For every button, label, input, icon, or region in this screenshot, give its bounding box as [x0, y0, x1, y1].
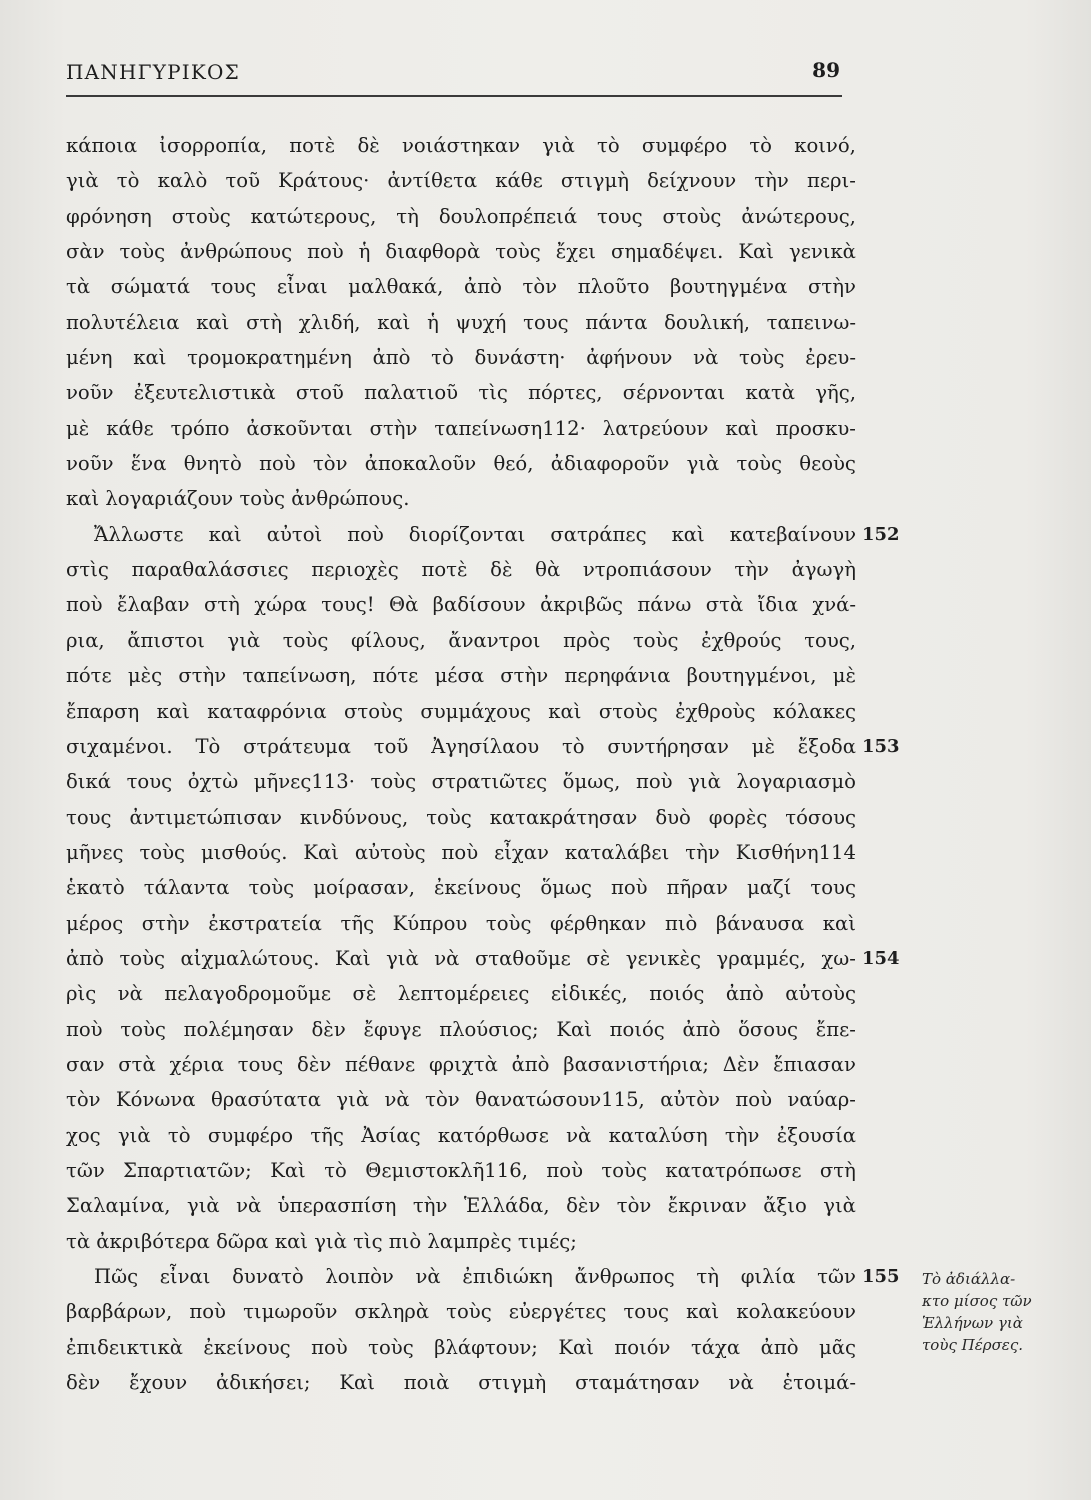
text-line: ρὶς νὰ πελαγοδρομοῦμε σὲ λεπτομέρειες εἰδικές, ποιός ἀπὸ αὐτοὺς — [66, 982, 856, 1006]
text-line: τὰ σώματά τους εἶναι μαλθακά, ἀπὸ τὸν πλοῦτο βουτηγμένα στὴν — [66, 275, 856, 299]
text-line: τῶν Σπαρτιατῶν; Καὶ τὸ Θεμιστοκλῆ116, ποὺ τοὺς κατατρόπωσε στὴ — [66, 1158, 856, 1182]
section-number-155: 155 — [862, 1266, 900, 1287]
text-line: Σαλαμίνα, γιὰ νὰ ὑπερασπίση τὴν Ἑλλάδα, δὲν τὸν ἔκριναν ἄξιο γιὰ — [66, 1194, 856, 1218]
section-number-154: 154 — [862, 948, 900, 969]
text-line: σαν στὰ χέρια τους δὲν πέθανε φριχτὰ ἀπὸ βασανιστήρια; Δὲν ἔπιασαν — [66, 1052, 856, 1076]
text-line: δὲν ἔχουν ἀδικήσει; Καὶ ποιὰ στιγμὴ σταμάτησαν νὰ ἑτοιμά- — [66, 1371, 856, 1395]
body-text — [66, 128, 856, 1400]
text-line: νοῦν ἐξευτελιστικὰ στοῦ παλατιοῦ τὶς πόρτες, σέρνονται κατὰ γῆς, — [66, 381, 856, 405]
margin-note-line: Ἑλλήνων γιὰ — [922, 1314, 1023, 1332]
section-number-152: 152 — [862, 524, 900, 545]
text-line: ἐπιδεικτικὰ ἐκείνους ποὺ τοὺς βλάφτουν; Καὶ ποιόν τάχα ἀπὸ μᾶς — [66, 1335, 856, 1359]
text-line: ρια, ἄπιστοι γιὰ τοὺς φίλους, ἄναντροι πρὸς τοὺς ἐχθρούς τους, — [66, 628, 856, 652]
text-line: πολυτέλεια καὶ στὴ χλιδή, καὶ ἡ ψυχή τους πάντα δουλική, ταπεινω- — [66, 310, 856, 334]
running-title: ΠΑΝΗΓΥΡΙΚΟΣ — [66, 60, 240, 84]
running-head — [66, 58, 840, 92]
text-line: μέρος στὴν ἐκστρατεία τῆς Κύπρου τοὺς φέρθηκαν πιὸ βάναυσα καὶ — [66, 911, 856, 935]
text-line: γιὰ τὸ καλὸ τοῦ Κράτους· ἀντίθετα κάθε στιγμὴ δείχνουν τὴν περι- — [66, 169, 856, 193]
text-line: τους ἀντιμετώπισαν κινδύνους, τοὺς κατακράτησαν δυὸ φορὲς τόσους — [66, 805, 856, 829]
text-line: φρόνηση στοὺς κατώτερους, τὴ δουλοπρέπειά τους στοὺς ἀνώτερους, — [66, 204, 856, 228]
text-line: μῆνες τοὺς μισθούς. Καὶ αὐτοὺς ποὺ εἶχαν καταλάβει τὴν Κισθήνη114 — [66, 840, 856, 864]
text-line: χος γιὰ τὸ συμφέρο τῆς Ἀσίας κατόρθωσε νὰ καταλύση τὴν ἐξουσία — [66, 1123, 856, 1147]
margin-note — [922, 1268, 1072, 1356]
text-line: ἑκατὸ τάλαντα τοὺς μοίρασαν, ἐκείνους ὅμως ποὺ πῆραν μαζί τους — [66, 876, 856, 900]
header-rule — [66, 95, 842, 97]
margin-note-line: κτο μίσος τῶν — [922, 1292, 1032, 1310]
text-line: ἀπὸ τοὺς αἰχμαλώτους. Καὶ γιὰ νὰ σταθοῦμε σὲ γενικὲς γραμμές, χω- — [66, 946, 856, 970]
text-line: πότε μὲς στὴν ταπείνωση, πότε μέσα στὴν περηφάνια βουτηγμένοι, μὲ — [66, 664, 856, 688]
text-line: ποὺ τοὺς πολέμησαν δὲν ἔφυγε πλούσιος; Καὶ ποιός ἀπὸ ὅσους ἔπε- — [66, 1017, 856, 1041]
margin-note-line: τοὺς Πέρσες. — [922, 1336, 1024, 1354]
page-number: 89 — [812, 58, 840, 82]
text-line: ποὺ ἔλαβαν στὴ χώρα τους! Θὰ βαδίσουν ἀκριβῶς πάνω στὰ ἴδια χνά- — [66, 593, 856, 617]
text-line: σιχαμένοι. Τὸ στράτευμα τοῦ Ἀγησίλαου τὸ συντήρησαν μὲ ἔξοδα — [66, 734, 856, 758]
text-line: Πῶς εἶναι δυνατὸ λοιπὸν νὰ ἐπιδιώκη ἄνθρωπος τὴ φιλία τῶν — [94, 1265, 856, 1288]
text-line: μὲ κάθε τρόπο ἀσκοῦνται στὴν ταπείνωση112· λατρεύουν καὶ προσκυ- — [66, 416, 856, 440]
text-line: Ἄλλωστε καὶ αὐτοὶ ποὺ διορίζονται σατράπες καὶ κατεβαίνουν — [94, 522, 856, 546]
text-line: σὰν τοὺς ἀνθρώπους ποὺ ἡ διαφθορὰ τοὺς ἔχει σημαδέψει. Καὶ γενικὰ — [66, 240, 856, 264]
margin-note-line: Τὸ ἀδιάλλα- — [922, 1270, 1016, 1288]
text-line: βαρβάρων, ποὺ τιμωροῦν σκληρὰ τοὺς εὐεργέτες τους καὶ κολακεύουν — [66, 1300, 856, 1324]
text-line: τὸν Κόνωνα θρασύτατα γιὰ νὰ τὸν θανατώσουν115, αὐτὸν ποὺ ναύαρ- — [66, 1088, 856, 1112]
text-line: καὶ λογαριάζουν τοὺς ἀνθρώπους. — [66, 487, 410, 511]
section-number-153: 153 — [862, 736, 900, 757]
text-line: δικά τους ὀχτὼ μῆνες113· τοὺς στρατιῶτες ὅμως, ποὺ γιὰ λογαριασμὸ — [66, 770, 856, 794]
text-line: νοῦν ἕνα θνητὸ ποὺ τὸν ἀποκαλοῦν θεό, ἀδιαφοροῦν γιὰ τοὺς θεοὺς — [66, 452, 856, 476]
text-line: τὰ ἀκριβότερα δῶρα καὶ γιὰ τὶς πιὸ λαμπρὲς τιμές; — [66, 1229, 577, 1253]
text-line: στὶς παραθαλάσσιες περιοχὲς ποτὲ δὲ θὰ ντροπιάσουν τὴν ἀγωγὴ — [66, 558, 856, 582]
text-line: ἔπαρση καὶ καταφρόνια στοὺς συμμάχους καὶ στοὺς ἐχθροὺς κόλακες — [66, 699, 856, 723]
text-line: κάποια ἰσορροπία, ποτὲ δὲ νοιάστηκαν γιὰ τὸ συμφέρο τὸ κοινό, — [66, 134, 856, 157]
text-line: μένη καὶ τρομοκρατημένη ἀπὸ τὸ δυνάστη· ἀφήνουν νὰ τοὺς ἐρευ- — [66, 346, 856, 370]
